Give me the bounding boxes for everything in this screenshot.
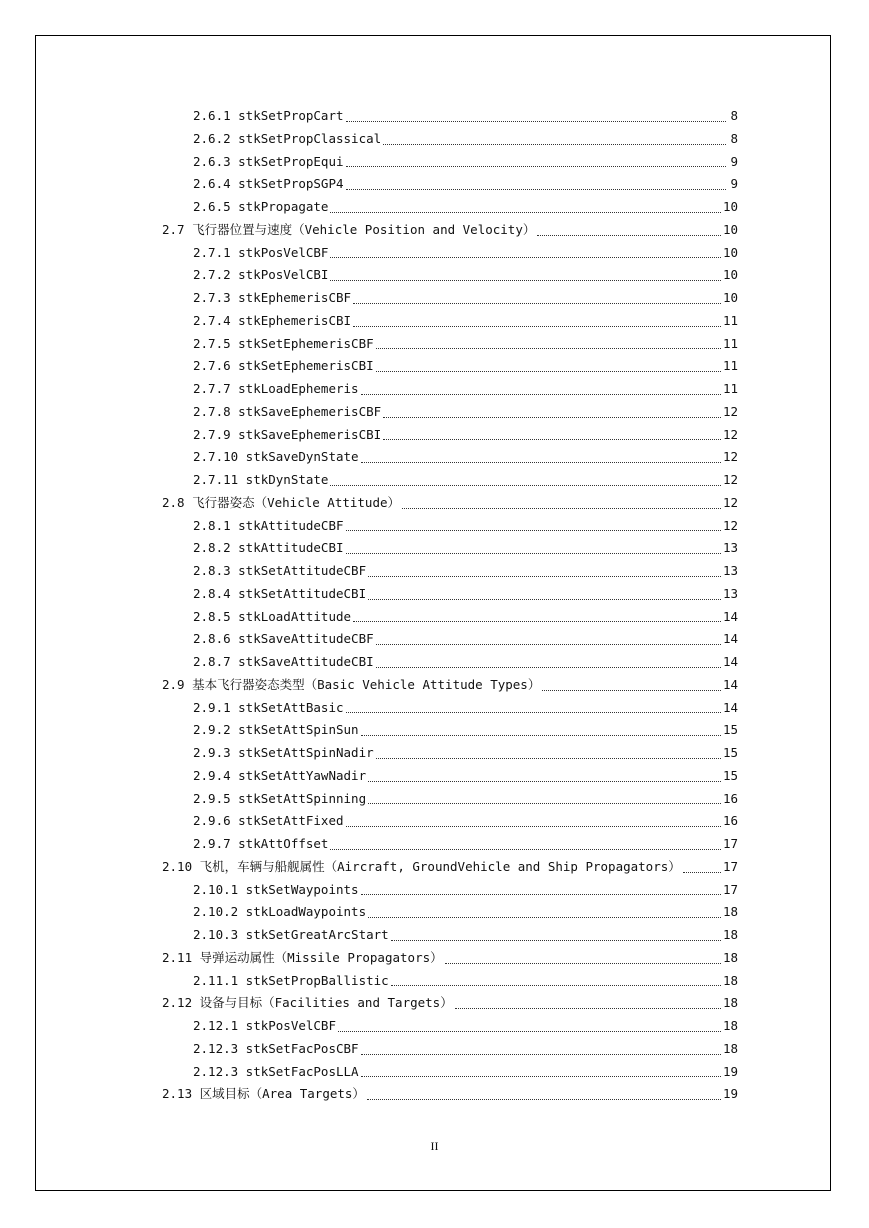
toc-entry-page: 12 — [722, 472, 738, 487]
toc-entry-page: 14 — [722, 631, 738, 647]
toc-subsection-entry[interactable] — [162, 242, 738, 265]
toc-entry-title: 2.7.4 stkEphemerisCBI — [193, 312, 352, 328]
toc-entry-page: 13 — [722, 540, 738, 556]
toc-subsection-entry[interactable] — [162, 583, 738, 606]
toc-entry-title: 2.6.3 stkSetPropEqui — [193, 153, 344, 169]
toc-subsection-entry[interactable] — [162, 264, 738, 287]
toc-section-entry[interactable] — [162, 492, 738, 515]
toc-section-entry[interactable] — [162, 856, 738, 879]
toc-subsection-entry[interactable] — [162, 901, 738, 924]
toc-entry-page: 15 — [722, 745, 738, 760]
toc-subsection-entry[interactable] — [162, 560, 738, 583]
toc-leader-dots — [445, 963, 721, 964]
toc-entry-page: 11 — [722, 335, 738, 351]
toc-entry-page: 14 — [722, 676, 738, 692]
toc-entry-page: 18 — [722, 995, 738, 1011]
toc-entry-page: 10 — [722, 267, 738, 283]
toc-entry-title: 2.8.1 stkAttitudeCBF — [193, 517, 344, 533]
toc-leader-dots — [353, 303, 721, 304]
toc-subsection-entry[interactable] — [162, 719, 738, 742]
toc-section-entry[interactable] — [162, 219, 738, 242]
toc-subsection-entry[interactable] — [162, 105, 738, 128]
toc-entry-title: 2.9.4 stkSetAttYawNadir — [193, 767, 367, 783]
toc-entry-page: 16 — [722, 790, 738, 806]
toc-entry-page: 9 — [730, 176, 738, 192]
toc-subsection-entry[interactable] — [162, 355, 738, 378]
toc-entry-page: 8 — [730, 108, 738, 123]
toc-entry-title: 2.9.5 stkSetAttSpinning — [193, 790, 367, 806]
toc-section-entry[interactable] — [162, 947, 738, 970]
toc-entry-page: 14 — [722, 654, 738, 669]
toc-entry-title: 2.7 飞行器位置与速度（Vehicle Position and Velocity） — [162, 221, 536, 237]
toc-subsection-entry[interactable] — [162, 606, 738, 629]
toc-leader-dots — [368, 599, 721, 600]
toc-entry-title: 2.7.6 stkSetEphemerisCBI — [193, 358, 374, 374]
toc-entry-title: 2.8.3 stkSetAttitudeCBF — [193, 563, 367, 578]
toc-subsection-entry[interactable] — [162, 515, 738, 538]
toc-leader-dots — [368, 803, 721, 804]
toc-entry-title: 2.10 飞机，车辆与船舰属性（Aircraft, GroundVehicle and Ship Propagators） — [162, 858, 681, 874]
toc-entry-page: 19 — [722, 1086, 738, 1102]
toc-section-entry[interactable] — [162, 1083, 738, 1106]
toc-entry-page: 11 — [722, 358, 738, 374]
toc-entry-title: 2.7.7 stkLoadEphemeris — [193, 381, 359, 396]
toc-subsection-entry[interactable] — [162, 1015, 738, 1038]
toc-leader-dots — [353, 621, 721, 622]
toc-entry-title: 2.9.2 stkSetAttSpinSun — [193, 722, 359, 738]
toc-leader-dots — [391, 985, 721, 986]
toc-leader-dots — [346, 121, 726, 122]
toc-leader-dots — [346, 166, 726, 167]
toc-leader-dots — [361, 1076, 721, 1077]
toc-entry-page: 18 — [722, 949, 738, 965]
toc-entry-title: 2.12 设备与目标（Facilities and Targets） — [162, 995, 453, 1011]
toc-entry-page: 13 — [722, 563, 738, 578]
toc-entry-title: 2.11 导弹运动属性（Missile Propagators） — [162, 949, 443, 965]
table-of-contents — [162, 105, 738, 1106]
toc-leader-dots — [376, 758, 721, 759]
toc-entry-title: 2.7.1 stkPosVelCBF — [193, 244, 329, 260]
toc-leader-dots — [338, 1031, 721, 1032]
toc-leader-dots — [383, 439, 721, 440]
toc-subsection-entry[interactable] — [162, 924, 738, 947]
toc-entry-title: 2.7.3 stkEphemerisCBF — [193, 290, 352, 305]
toc-leader-dots — [368, 917, 721, 918]
toc-subsection-entry[interactable] — [162, 424, 738, 447]
toc-leader-dots — [367, 1099, 721, 1100]
toc-entry-title: 2.9.7 stkAttOffset — [193, 836, 329, 851]
toc-subsection-entry[interactable] — [162, 788, 738, 811]
toc-leader-dots — [455, 1008, 721, 1009]
toc-entry-page: 19 — [722, 1063, 738, 1079]
toc-subsection-entry[interactable] — [162, 697, 738, 720]
toc-subsection-entry[interactable] — [162, 879, 738, 902]
toc-leader-dots — [376, 371, 721, 372]
toc-entry-title: 2.8.5 stkLoadAttitude — [193, 608, 352, 624]
toc-subsection-entry[interactable] — [162, 651, 738, 674]
toc-entry-page: 11 — [722, 312, 738, 328]
toc-subsection-entry[interactable] — [162, 196, 738, 219]
toc-subsection-entry[interactable] — [162, 378, 738, 401]
toc-entry-title: 2.8 飞行器姿态（Vehicle Attitude） — [162, 494, 401, 510]
toc-leader-dots — [361, 894, 721, 895]
toc-entry-title: 2.7.10 stkSaveDynState — [193, 449, 359, 465]
toc-leader-dots — [330, 212, 720, 213]
toc-entry-title: 2.6.5 stkPropagate — [193, 199, 329, 214]
toc-entry-page: 12 — [722, 449, 738, 465]
toc-entry-title: 2.9.3 stkSetAttSpinNadir — [193, 745, 374, 760]
toc-leader-dots — [383, 417, 721, 418]
toc-entry-title: 2.6.4 stkSetPropSGP4 — [193, 176, 344, 192]
toc-entry-page: 15 — [722, 722, 738, 738]
toc-entry-title: 2.10.2 stkLoadWaypoints — [193, 904, 367, 920]
toc-entry-title: 2.7.11 stkDynState — [193, 472, 329, 487]
toc-subsection-entry[interactable] — [162, 1038, 738, 1061]
toc-leader-dots — [361, 1054, 721, 1055]
toc-entry-page: 10 — [722, 199, 738, 214]
toc-entry-title: 2.7.5 stkSetEphemerisCBF — [193, 335, 374, 351]
toc-subsection-entry[interactable] — [162, 128, 738, 151]
toc-leader-dots — [330, 485, 720, 486]
toc-entry-title: 2.9 基本飞行器姿态类型（Basic Vehicle Attitude Types） — [162, 676, 541, 692]
toc-leader-dots — [330, 280, 720, 281]
toc-leader-dots — [683, 872, 721, 873]
toc-entry-title: 2.10.3 stkSetGreatArcStart — [193, 927, 389, 942]
toc-entry-title: 2.6.1 stkSetPropCart — [193, 108, 344, 123]
toc-leader-dots — [353, 326, 721, 327]
toc-entry-page: 15 — [722, 767, 738, 783]
toc-leader-dots — [346, 712, 721, 713]
toc-subsection-entry[interactable] — [162, 333, 738, 356]
toc-entry-title: 2.7.9 stkSaveEphemerisCBI — [193, 426, 382, 442]
toc-leader-dots — [376, 348, 721, 349]
toc-leader-dots — [368, 576, 721, 577]
toc-entry-title: 2.13 区域目标（Area Targets） — [162, 1086, 365, 1102]
toc-entry-page: 18 — [722, 927, 738, 942]
toc-leader-dots — [383, 144, 726, 145]
toc-entry-page: 14 — [722, 608, 738, 624]
toc-leader-dots — [391, 940, 721, 941]
toc-entry-title: 2.8.2 stkAttitudeCBI — [193, 540, 344, 556]
toc-entry-page: 17 — [722, 836, 738, 851]
toc-entry-title: 2.7.2 stkPosVelCBI — [193, 267, 329, 283]
toc-subsection-entry[interactable] — [162, 765, 738, 788]
toc-leader-dots — [346, 826, 721, 827]
toc-entry-page: 14 — [722, 699, 738, 715]
toc-subsection-entry[interactable] — [162, 628, 738, 651]
toc-entry-page: 12 — [722, 426, 738, 442]
toc-entry-page: 18 — [722, 904, 738, 920]
toc-entry-page: 17 — [722, 858, 738, 874]
toc-leader-dots — [376, 667, 721, 668]
toc-leader-dots — [361, 394, 721, 395]
toc-subsection-entry[interactable] — [162, 742, 738, 765]
toc-leader-dots — [542, 690, 721, 691]
toc-leader-dots — [402, 508, 721, 509]
toc-entry-page: 18 — [722, 972, 738, 988]
toc-subsection-entry[interactable] — [162, 537, 738, 560]
toc-entry-page: 12 — [722, 403, 738, 419]
toc-leader-dots — [346, 189, 726, 190]
toc-subsection-entry[interactable] — [162, 833, 738, 856]
toc-entry-title: 2.6.2 stkSetPropClassical — [193, 130, 382, 146]
toc-entry-title: 2.8.4 stkSetAttitudeCBI — [193, 585, 367, 601]
toc-subsection-entry[interactable] — [162, 173, 738, 196]
toc-entry-title: 2.12.3 stkSetFacPosCBF — [193, 1040, 359, 1056]
toc-subsection-entry[interactable] — [162, 287, 738, 310]
toc-subsection-entry[interactable] — [162, 469, 738, 492]
toc-entry-page: 12 — [722, 494, 738, 510]
toc-leader-dots — [537, 235, 721, 236]
toc-leader-dots — [346, 530, 721, 531]
toc-section-entry[interactable] — [162, 674, 738, 697]
toc-entry-page: 10 — [722, 290, 738, 305]
toc-subsection-entry[interactable] — [162, 810, 738, 833]
toc-entry-page: 10 — [722, 221, 738, 237]
toc-entry-title: 2.8.6 stkSaveAttitudeCBF — [193, 631, 374, 647]
toc-entry-page: 16 — [722, 813, 738, 829]
toc-subsection-entry[interactable] — [162, 970, 738, 993]
toc-entry-page: 9 — [730, 153, 738, 169]
toc-subsection-entry[interactable] — [162, 1061, 738, 1084]
toc-entry-title: 2.12.3 stkSetFacPosLLA — [193, 1063, 359, 1079]
toc-subsection-entry[interactable] — [162, 446, 738, 469]
page-number: II — [430, 1139, 439, 1153]
toc-leader-dots — [376, 644, 721, 645]
toc-entry-page: 12 — [722, 517, 738, 533]
toc-leader-dots — [361, 462, 721, 463]
toc-section-entry[interactable] — [162, 992, 738, 1015]
toc-leader-dots — [368, 781, 721, 782]
toc-leader-dots — [361, 735, 721, 736]
toc-entry-title: 2.10.1 stkSetWaypoints — [193, 881, 359, 897]
toc-entry-title: 2.11.1 stkSetPropBallistic — [193, 972, 389, 988]
toc-entry-page: 10 — [722, 244, 738, 260]
toc-entry-page: 13 — [722, 585, 738, 601]
toc-entry-title: 2.9.1 stkSetAttBasic — [193, 699, 344, 715]
toc-entry-title: 2.7.8 stkSaveEphemerisCBF — [193, 403, 382, 419]
toc-entry-page: 8 — [730, 130, 738, 146]
toc-subsection-entry[interactable] — [162, 401, 738, 424]
toc-entry-page: 11 — [722, 381, 738, 396]
toc-entry-title: 2.12.1 stkPosVelCBF — [193, 1018, 336, 1033]
toc-subsection-entry[interactable] — [162, 151, 738, 174]
toc-entry-title: 2.8.7 stkSaveAttitudeCBI — [193, 654, 374, 669]
toc-subsection-entry[interactable] — [162, 310, 738, 333]
toc-leader-dots — [346, 553, 721, 554]
toc-entry-page: 17 — [722, 881, 738, 897]
toc-entry-page: 18 — [722, 1018, 738, 1033]
toc-leader-dots — [330, 257, 720, 258]
toc-entry-page: 18 — [722, 1040, 738, 1056]
toc-entry-title: 2.9.6 stkSetAttFixed — [193, 813, 344, 829]
toc-leader-dots — [330, 849, 720, 850]
